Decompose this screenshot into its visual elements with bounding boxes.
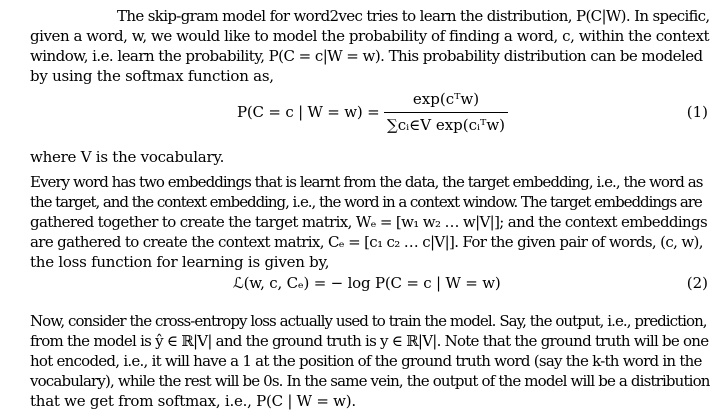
equation-2-number: (2) xyxy=(686,274,708,292)
paragraph-3-line-1: Now, consider the cross-entropy loss actually used to train the model. Say, the output, i.e., prediction, xyxy=(30,312,707,330)
paragraph-2-line-1: Every word has two embeddings that is learnt from the data, the target embedding, i.e., the word as xyxy=(30,173,703,191)
paragraph-3-line-4: vocabulary), while the rest will be 0s. In the same vein, the output of the model will be a distribution xyxy=(30,372,710,390)
paragraph-1-line-3: window, i.e. learn the probability, P(C = c|W = w). This probability distribution can be modeled xyxy=(30,47,703,65)
paragraph-2-line-5: the loss function for learning is given by, xyxy=(30,253,330,271)
paragraph-3-line-2: from the model is ŷ ∈ ℝ|V| and the ground truth is y ∈ ℝ|V|. Note that the ground truth will be one xyxy=(30,332,709,350)
paragraph-2-line-4: are gathered to create the context matrix, Cₑ = [c₁ c₂ … c|V|]. For the given pair of words, (c, w), xyxy=(30,233,703,251)
equation-1-lhs: P(C = c | W = w) = xyxy=(237,103,380,121)
paragraph-1-line-4: by using the softmax function as, xyxy=(30,67,274,85)
equation-1-numerator: exp(cᵀw) xyxy=(412,90,480,108)
paragraph-1-line-2: given a word, w, we would like to model the probability of finding a word, c, within the context xyxy=(30,27,710,45)
equation-1-fraction-bar xyxy=(384,112,508,113)
paragraph-3-line-3: hot encoded, i.e., it will have a 1 at the position of the ground truth word (say the k-th word in the xyxy=(30,352,702,370)
where-line: where V is the vocabulary. xyxy=(30,148,225,166)
paragraph-2-line-3: gathered together to create the target matrix, Wₑ = [w₁ w₂ … w|V|]; and the context embeddings xyxy=(30,213,708,231)
paragraph-3-line-5: that we get from softmax, i.e., P(C | W = w). xyxy=(30,392,356,410)
equation-1-number: (1) xyxy=(686,103,708,121)
equation-2: ℒ(w, c, Cₑ) = − log P(C = c | W = w) xyxy=(233,274,501,292)
paragraph-1-line-1: The skip-gram model for word2vec tries to learn the distribution, P(C|W). In specific, xyxy=(117,7,710,25)
equation-1-denominator: ∑cᵢ∈V exp(cᵢᵀw) xyxy=(386,116,506,134)
paragraph-2-line-2: the target, and the context embedding, i.e., the word in a context window. The target embeddings are xyxy=(30,193,702,211)
